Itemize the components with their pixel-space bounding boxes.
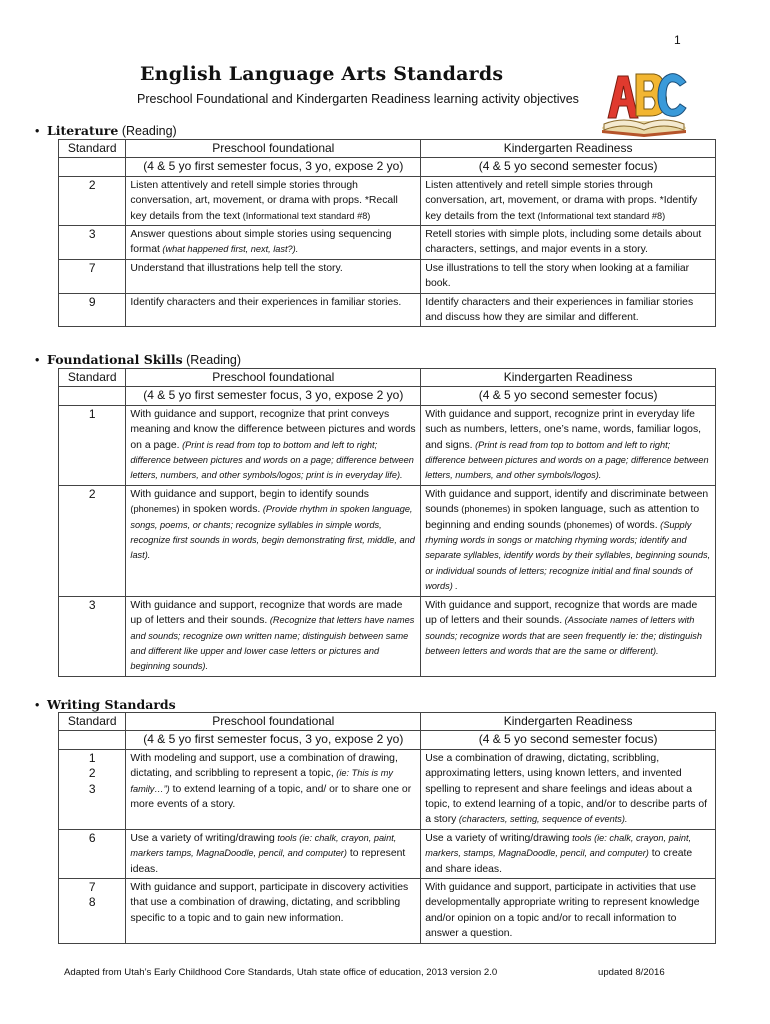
writing-table: Standard Preschool foundational Kindergarten Readiness (4 & 5 yo first semester focus, 3 yo, expose 2 yo) (4 & 5 yo second semester focus) 1 2 3 With modeling and support, use a combination of drawing, dictating, and scribbling to represent a topic, (ie: This is my family…”) to extend learning of a topic, and/ or to share one or more events of a story. Use a combination of drawing, dictating, scribbling, approximating letters, using known letters, and invented spelling to represent and share feelings and ideas about a topic, to extend learning of a topic, and/or to describe parts of a story (characters, setting, sequence of events). 6 Use a variety of writing/drawing tools (ie: chalk, crayon, paint, markers tamps, MagnaDoodle, pencil, and computer) to represent ideas. Use a variety of writing/drawing tools (ie: chalk, crayon, paint, markers, stamps, MagnaDoodle, pencil, and computer) to create and share ideas. 7 8 With guidance and support, participate in discovery activities that use a combination of drawing, dictating, and scribbling specific to a topic and to gain new information. With guidance and support, participate in activities that use developmentally appropriate writing to represent knowledge and/or opinion on a topic and/or to recall information to answer a question. [58, 712, 716, 944]
table-row: 9 Identify characters and their experiences in familiar stories. Identify characters and their experiences in familiar stories and discuss how they are similar and different. [59, 293, 716, 327]
table-row: 2 With guidance and support, begin to identify sounds (phonemes) in spoken words. (Provide rhythm in spoken language, songs, poems, or chants; recognize syllables in simple words, recognize first sounds in words, begin demonstrating first, middle, and last). With guidance and support, identify and discriminate between sounds (phonemes) in spoken language, such as attention to beginning and ending sounds (phonemes) of words. (Supply rhyming words in songs or matching rhyming words; identify and separate syllables, identify words by their syllables, beginning sounds, or individual sounds of letters; recognize initial and final sounds of words) . [59, 485, 716, 596]
bullet-icon: • [35, 124, 40, 138]
page-title: English Language Arts Standards [140, 63, 504, 85]
foundational-heading: • Foundational Skills (Reading) [35, 352, 242, 367]
page-number: 1 [674, 33, 681, 47]
writing-heading: • Writing Standards [35, 697, 176, 712]
table-row: 3 Answer questions about simple stories using sequencing format (what happened first, next, last?). Retell stories with simple plots, including some details about characters, settings, and major events in a story. [59, 226, 716, 260]
table-row: 7 8 With guidance and support, participate in discovery activities that use a combination of drawing, dictating, and scribbling specific to a topic and to gain new information. With guidance and support, participate in activities that use developmentally appropriate writing to represent knowledge and/or opinion on a topic and/or to recall information to answer a question. [59, 879, 716, 944]
footer-source: Adapted from Utah’s Early Childhood Core Standards, Utah state office of education, 2013 version 2.0 [64, 967, 498, 978]
page-subtitle: Preschool Foundational and Kindergarten Readiness learning activity objectives [137, 92, 579, 106]
col-header-standard: Standard [59, 140, 126, 158]
preschool-focus: (4 & 5 yo first semester focus, 3 yo, expose 2 yo) [126, 158, 421, 176]
bullet-icon: • [35, 698, 40, 712]
literature-heading: • Literature (Reading) [35, 123, 177, 138]
literature-table [58, 139, 716, 327]
table-row: 7 Understand that illustrations help tell the story. Use illustrations to tell the story when looking at a familiar book. [59, 259, 716, 293]
col-header-preschool: Preschool foundational [126, 140, 421, 158]
footer-updated: updated 8/2016 [598, 967, 665, 978]
table-row: 6 Use a variety of writing/drawing tools (ie: chalk, crayon, paint, markers tamps, MagnaDoodle, pencil, and computer) to represent ideas. Use a variety of writing/drawing tools (ie: chalk, crayon, paint, markers, stamps, MagnaDoodle, pencil, and computer) to create and share ideas. [59, 829, 716, 878]
table-row: 1 With guidance and support, recognize that print conveys meaning and know the difference between pictures and words on a page. (Print is read from top to bottom and left to right; difference between pictures and words on a page; difference between letters, numbers, and other symbols/logos; print is in everyday life). With guidance and support, recognize print in everyday life such as numbers, letters, one’s name, words, familiar logos, and signs. (Print is read from top to bottom and left to right; difference between pictures and words on a page; difference between letters, numbers, and other symbols/logos). [59, 405, 716, 485]
table-row: 2 Listen attentively and retell simple stories through conversation, art, movement, or drama with props. *Recall key details from the text (Informational text standard #8) Listen attentively and retell simple stories through conversation, art, movement, or drama with props. *Identify key details from the text (Informational text standard #8) [59, 176, 716, 225]
bullet-icon: • [35, 353, 40, 367]
table-row: 1 2 3 With modeling and support, use a combination of drawing, dictating, and scribbling to represent a topic, (ie: This is my family…”) to extend learning of a topic, and/ or to share one or more events of a story. Use a combination of drawing, dictating, scribbling, approximating letters, using known letters, and invented spelling to represent and share feelings and ideas about a topic, to extend learning of a topic, and/or to describe parts of a story (characters, setting, sequence of events). [59, 749, 716, 829]
foundational-table: Standard Preschool foundational Kindergarten Readiness (4 & 5 yo first semester focus, 3 yo, expose 2 yo) (4 & 5 yo second semester focus) 1 With guidance and support, recognize that print conveys meaning and know the difference between pictures and words on a page. (Print is read from top to bottom and left to right; difference between pictures and words on a page; difference between letters, numbers, and other symbols/logos; print is in everyday life). With guidance and support, recognize print in everyday life such as numbers, letters, one’s name, words, familiar logos, and signs. (Print is read from top to bottom and left to right; difference between pictures and words on a page; difference between letters, numbers, and other symbols/logos). 2 With guidance and support, begin to identify sounds (phonemes) in spoken words. (Provide rhythm in spoken language, songs, poems, or chants; recognize syllables in simple words, recognize first sounds in words, begin demonstrating first, middle, and last). With guidance and support, identify and discriminate between sounds (phonemes) in spoken language, such as attention to beginning and ending sounds (phonemes) of words. (Supply rhyming words in songs or matching rhyming words; identify and separate syllables, identify words by their syllables, beginning sounds, or individual sounds of letters; recognize initial and final sounds of words) . 3 With guidance and support, recognize that words are made up of letters and their sounds. (Recognize that letters have names and sounds; recognize own written name; distinguish between same and different like upper and lower case letters or pictures and beginning sounds). With guidance and support, recognize that words are made up of letters and their sounds. (Associate names of letters with sounds; recognize words that are seen frequently ie: the; distinguish between letters and words that are the same or different). [58, 368, 716, 677]
col-header-kindergarten: Kindergarten Readiness [421, 140, 716, 158]
table-row: 3 With guidance and support, recognize that words are made up of letters and their sounds. (Recognize that letters have names and sounds; recognize own written name; distinguish between same and different like upper and lower case letters or pictures and beginning sounds). With guidance and support, recognize that words are made up of letters and their sounds. (Associate names of letters with sounds; recognize words that are seen frequently ie: the; distinguish between letters and words that are the same or different). [59, 596, 716, 676]
abc-book-logo-icon [598, 62, 690, 138]
kindergarten-focus: (4 & 5 yo second semester focus) [421, 158, 716, 176]
